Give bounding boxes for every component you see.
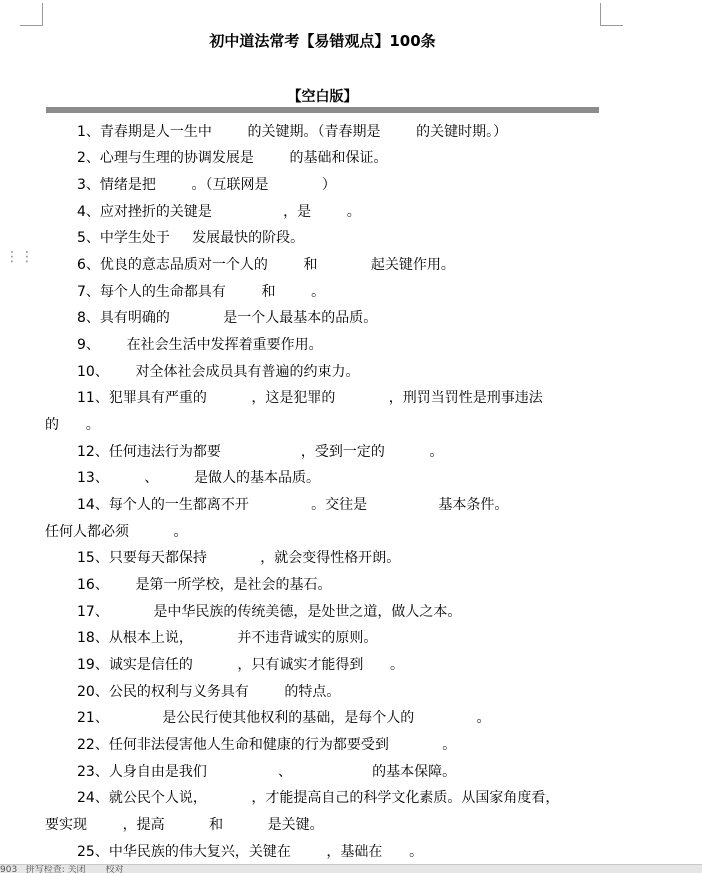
question-line: 19、诚实是信任的 ，只有诚实才能得到 。: [77, 657, 405, 673]
question-line-continuation: 任何人都必须 。: [45, 524, 188, 540]
drag-handle-icon[interactable]: ⋮⋮: [5, 249, 35, 265]
page-corner-mark-left: [20, 3, 43, 26]
question-line: 8、具有明确的 是一个人最基本的品质。: [77, 310, 378, 326]
question-line: 12、任何违法行为都要 ，受到一定的 。: [77, 444, 444, 460]
question-line: 7、每个人的生命都具有 和 。: [77, 284, 326, 300]
question-line: 9、 在社会生活中发挥着重要作用。: [77, 337, 323, 353]
question-line: 25、中华民族的伟大复兴，关键在 ，基础在 。: [77, 844, 424, 860]
question-line: 13、 、 是做人的基本品质。: [77, 470, 321, 486]
question-line: 24、就公民个人说， ，才能提高自己的科学文化素质。从国家角度看，: [77, 790, 560, 806]
question-line: 17、 是中华民族的传统美德，是处世之道，做人之本。: [77, 604, 462, 620]
document-title: 初中道法常考【易错观点】100条: [209, 32, 436, 50]
question-line: 16、 是第一所学校，是社会的基石。: [77, 577, 332, 593]
question-line: 22、任何非法侵害他人生命和健康的行为都要受到 。: [77, 737, 457, 753]
question-line: 23、人身自由是我们 、 的基本保障。: [77, 764, 457, 780]
page-corner-mark-right: [600, 3, 623, 26]
status-bar: 903 拼写检查: 关闭 校对: [0, 864, 702, 873]
question-line: 11、犯罪具有严重的 ，这是犯罪的 ，刑罚当罚性是刑事违法: [77, 390, 543, 406]
divider-bar: [46, 107, 599, 113]
document-subtitle: 【空白版】: [287, 89, 358, 105]
question-line: 21、 是公民行使其他权利的基础，是每个人的 。: [77, 710, 491, 726]
question-line: 1、青春期是人一生中 的关键期。（青春期是 的关键时期。）: [77, 124, 508, 140]
question-line: 4、应对挫折的关键是 ，是 。: [77, 204, 361, 220]
question-line: 3、情绪是把 。（互联网是 ）: [77, 177, 336, 193]
question-line-continuation: 要实现 ，提高 和 是关键。: [45, 817, 324, 833]
question-line: 14、每个人的一生都离不开 。交往是 基本条件。: [77, 497, 509, 513]
question-line: 10、 对全体社会成员具有普遍的约束力。: [77, 364, 360, 380]
question-line: 20、公民的权利与义务具有 的特点。: [77, 684, 341, 700]
question-line: 5、中学生处于 发展最快的阶段。: [77, 230, 305, 246]
question-line: 15、只要每天都保持 ，就会变得性格开朗。: [77, 550, 401, 566]
question-line-continuation: 的 。: [45, 417, 100, 433]
question-line: 6、优良的意志品质对一个人的 和 起关键作用。: [77, 257, 455, 273]
question-line: 2、心理与生理的协调发展是 的基础和保证。: [77, 150, 388, 166]
question-line: 18、从根本上说， 并不违背诚实的原则。: [77, 630, 378, 646]
